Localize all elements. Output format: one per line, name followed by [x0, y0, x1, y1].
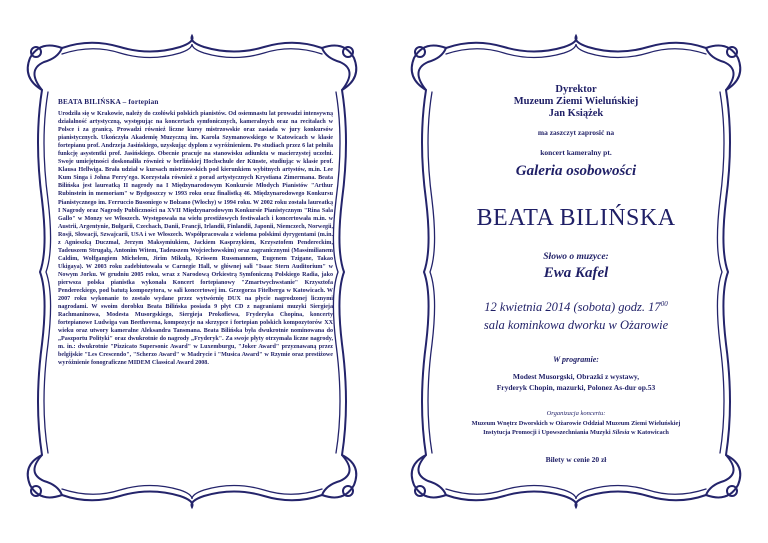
biography [58, 98, 333, 368]
event-time-minutes: 00 [660, 300, 668, 308]
program-label: W programie: [553, 355, 599, 364]
bio-heading: BEATA BILIŃSKA – fortepian [58, 98, 159, 106]
bio-text: Urodziła się w Krakowie, należy do czołówki polskich pianistów. Od osiemnastu lat prowadzi intensywną działalność artystyczną, występując na koncertach symfonicznych, kameralnych oraz na recitalach w Polsce i za granicą. Prowadzi również liczne kursy mistrzowskie oraz zasiada w jury konkursów pianistycznych. Ukończyła Akademię Muzyczną im. Karola Szymanowskiego w Katowicach w klasie fortepianu prof. Andrzeja Jasińskiego, uzyskując dyplom z wyróżnieniem. Po studiach przez 6 lat pełniła funkcję asystentki prof. Jasińskiego. Obecnie pracuje na stanowisku adiunkta w macierzystej uczelni. Swoje umiejętności doskonaliła również w berlińskiej Hochschule der Künste, studiując w klasie prof. Klausa Hellwiga. Brała udział w kursach mistrzowskich pod kierunkiem wybitnych artystów, m.in. Lee Kum Singa i Johna Perry'ego. Korzystała również z porad artystycznych Krystiana Zimermana. Beata Bilińska jest laureatką II nagrody na I Międzynarodowym Konkursie Młodych Pianistów "Arthur Rubinstein in memoriam" w Bydgoszczy w 1993 roku oraz finalistką 46. Międzynarodowego Konkursu Pianistycznego im. Ferruccio Busoniego w Bolzano (Włochy) w 1994 roku. W 2002 roku została laureatką I Nagrody oraz Nagrody Publiczności na XVII Międzynarodowym Konkursie Pianistycznym "Rina Sala Gallo" w Monzy we Włoszech. Występowała na wielu prestiżowych festiwalach i koncertowała m.in. w Austrii, Argentynie, Bułgarii, Czechach, Danii, Francji, Irlandii, Finlandii, Japonii, Niemczech, Norwegii, Rosji, Słowacji, Szwajcarii, USA i we Włoszech. Współpracowała z wieloma polskimi dyrygentami (m.in. z Agnieszką Duczmal, Jerzym Maksymiukiem, Jackiem Kasprzykiem, Krzysztofem Pendereckim, Tadeuszem Strugałą, Antonim Witem, Tadeuszem Wojciechowskim) oraz zagranicznymi (Massimilianem Caldim, Wolfgangiem Michelem, Jirim Mikułą, Krissem Russmannem, Eugenem Tzigane, Takao Ukigaya). W 2003 roku zadebiutowała w Carnegie Hall, w głównej sali "Isaac Stern Auditorium" w Nowym Jorku. W grudniu 2005 roku, wraz z Narodową Orkiestrą Symfoniczną Polskiego Radia, jako pierwsza polska pianistka wykonała Koncert fortepianowy "Zmartwychwstanie" Krzysztofa Pendereckiego, pod batutą kompozytora, w sali koncertowej im. Grzegorza Fitelberga w Katowicach. W 2007 roku wykonanie to zostało wydane przez wytwórnię DUX na płycie nagrodzonej licznymi nagrodami. W swoim dorobku Beata Bilińska posiada 9 płyt CD z nagraniami muzyki Siergieja Rachmaninowa, Modesta Musorgskiego, Siergieja Prokofiewa, Fryderyka Chopina, koncerty fortepianowe Ludwiga van Beethovena, kompozycje na skrzypce i fortepian polskich kompozytorów XX wieku oraz utwory kameralne Aleksandra Tansmana. Beata Bilińska była dwukrotnie nominowana do „Paszportu Polityki" oraz dwukrotnie do nagrody „Fryderyk". Za swoje płyty otrzymała liczne nagrody, m. in.: dwukrotnie "Pizzicato Supersonic Award" w Luxemburgu, "Joker Award" przyznawaną przez belgijskie "Les Crescendo", "Scherzo Award" w Madrycie i "Musica Award" w Rzymie oraz prestiżowe wyróżnienie fonograficzne MIDEM Classical Award 2008. [58, 111, 333, 367]
event-date: 12 kwietnia 2014 (sobota) godz. 17 [484, 300, 661, 315]
event-venue: sala kominkowa dworku w Ożarowie [483, 318, 669, 332]
series-title: Galeria osobowości [515, 163, 637, 179]
host-title: Dyrektor [555, 84, 597, 95]
program-item-1: Modest Musorgski, Obrazki z wystawy, [512, 372, 640, 381]
ticket-price: Bilety w cenie 20 zł [545, 455, 607, 464]
invite-line: ma zaszczyt zaprosić na [537, 128, 615, 137]
organizer-2 [444, 429, 708, 436]
artist-name: BEATA BILIŃSKA [476, 205, 676, 231]
host-institution: Muzeum Ziemi Wieluńskiej [513, 96, 639, 107]
host-block [444, 84, 708, 120]
right-panel [384, 0, 768, 543]
organizer-2-b: Silesia [612, 429, 630, 436]
organizer-1: Muzeum Wnętrz Dworskich w Ożarowie Oddział Muzeum Ziemi Wieluńskiej [471, 420, 681, 427]
organizer-2-c: w Katowicach [629, 429, 669, 436]
host-name: Jan Książek [548, 108, 604, 119]
program-item-2: Fryderyk Chopin, mazurki, Polonez As-dur op.53 [496, 383, 656, 392]
concert-type: koncert kameralny pt. [540, 148, 612, 157]
event-datetime [444, 300, 708, 315]
speaker-label: Słowo o muzyce: [543, 252, 609, 262]
organizer-2-a: Instytucja Promocji i Upowszechniania Muzyki [483, 429, 613, 436]
organizers-label: Organizacja koncertu: [546, 410, 606, 417]
speaker-name: Ewa Kafel [543, 265, 609, 281]
